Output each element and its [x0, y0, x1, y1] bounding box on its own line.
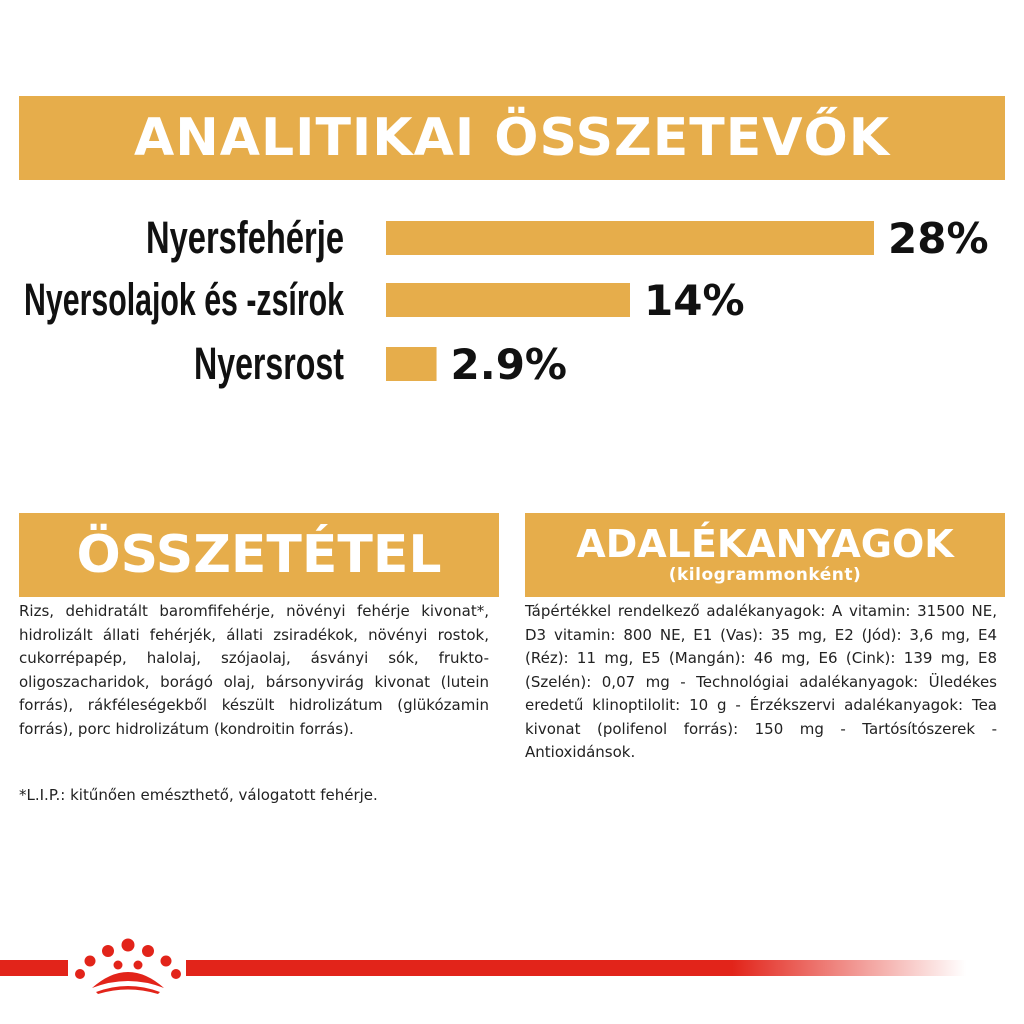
- analytics-title: ANALITIKAI ÖSSZETEVŐK: [133, 108, 891, 168]
- crown-icon: [72, 936, 184, 994]
- bar: [386, 283, 630, 317]
- category-label: Nyersrost: [194, 338, 345, 389]
- analytics-bar-chart: [0, 200, 1024, 400]
- bar: [386, 347, 437, 381]
- composition-title: ÖSSZETÉTEL: [76, 525, 442, 585]
- value-label: 28%: [888, 214, 989, 263]
- additives-text: Tápértékkel rendelkező adalékanyagok: A vitamin: 31500 NE, D3 vitamin: 800 NE, E1 (Vas): 35 mg, E2 (Jód): 3,6 mg, E4 (Réz): 11 mg, E5 (Mangán): 46 mg, E6 (Cink): 139 mg, E8 (Szelén): 0,07 mg - Technológiai adalékanyagok: Üledékes eredetű klinoptilolit: 10 g - Érzékszervi adalékanyagok: Tea kivonat (polifenol forrás): 150 mg - Tartósítószerek - Antioxidánsok.: [525, 602, 997, 761]
- additives-title: ADALÉKANYAGOK: [576, 522, 954, 566]
- value-label: 2.9%: [450, 340, 568, 389]
- value-label: 14%: [644, 276, 745, 325]
- composition-title-banner: [19, 513, 499, 597]
- composition-note: *L.I.P.: kitűnően emészthető, válogatott fehérje.: [19, 786, 378, 804]
- bar: [386, 221, 874, 255]
- additives-subtitle: (kilogrammonként): [668, 565, 862, 585]
- footer-line-left: [0, 960, 68, 976]
- additives-title-banner: [525, 513, 1005, 597]
- footer-line-right: [186, 960, 966, 976]
- category-label: Nyersolajok és -zsírok: [24, 274, 345, 325]
- composition-text: Rizs, dehidratált baromfifehérje, növényi fehérje kivonat*, hidrolizált állati fehérjék, állati zsiradékok, növényi rostok, cukorrépapép, halolaj, szójaolaj, ásványi sók, frukto-oligoszacharidok, borágó olaj, bársonyvirág kivonat (lutein forrás), rákféleségekből készült hidrolizátum (glükózamin forrás), porc hidrolizátum (kondroitin forrás).: [19, 602, 489, 738]
- category-label: Nyersfehérje: [146, 212, 344, 263]
- analytics-title-banner: [19, 96, 1005, 180]
